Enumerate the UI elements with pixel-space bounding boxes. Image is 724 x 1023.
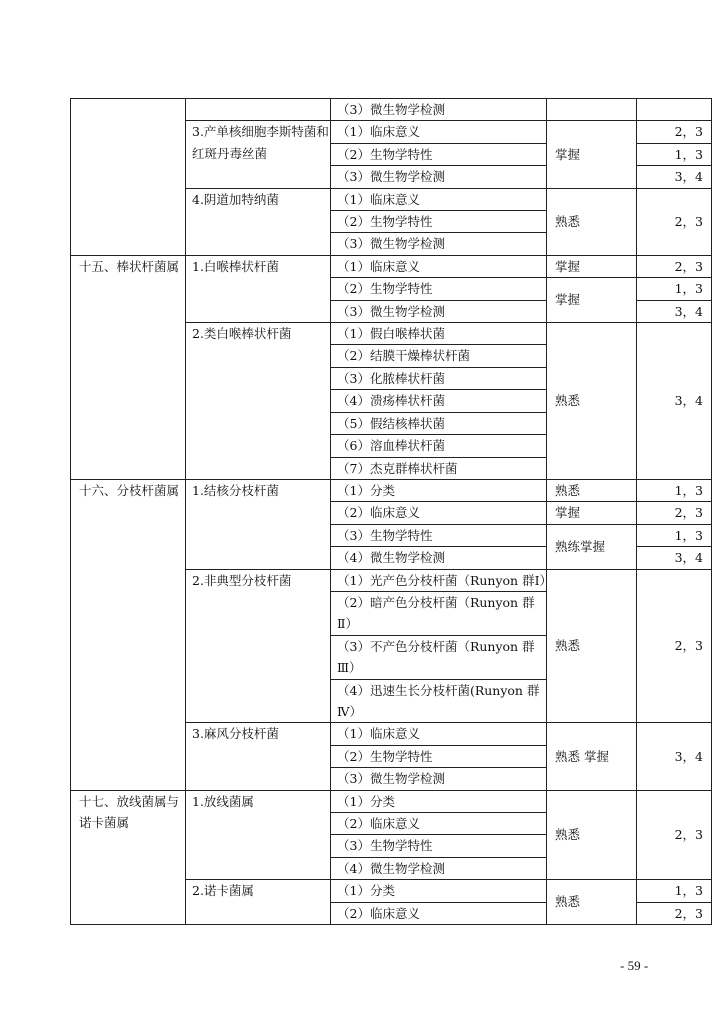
level-cell: 1，3 [637, 880, 712, 902]
item-cell: （6）溶血棒状杆菌 [331, 435, 547, 457]
category-cell [71, 99, 186, 256]
item-cell: （2）临床意义 [331, 902, 547, 924]
level-cell: 3，4 [637, 547, 712, 569]
item-cell: （3）微生物学检测 [331, 768, 547, 790]
level-cell: 2，3 [637, 902, 712, 924]
item-cell: （3）生物学特性 [331, 835, 547, 857]
table-row [71, 479, 712, 501]
requirement-cell: 掌握 [547, 255, 637, 277]
level-cell [637, 99, 712, 121]
requirement-cell: 掌握 [547, 121, 637, 188]
item-cell: （1）临床意义 [331, 188, 547, 210]
syllabus-table-body [71, 99, 712, 925]
requirement-cell: 熟练掌握 [547, 524, 637, 569]
requirement-cell: 掌握 [547, 502, 637, 524]
page-number: - 59 - [620, 958, 649, 973]
item-cell: （2）结膜干燥棒状杆菌 [331, 345, 547, 367]
syllabus-table [70, 98, 712, 925]
item-cell: （5）假结核棒状菌 [331, 412, 547, 434]
table-row [71, 255, 712, 277]
item-cell: （1）分类 [331, 880, 547, 902]
level-cell: 2，3 [637, 188, 712, 255]
level-cell: 2，3 [637, 569, 712, 723]
item-cell: （1）临床意义 [331, 255, 547, 277]
requirement-cell: 熟悉 [547, 323, 637, 480]
item-cell: （3）微生物学检测 [331, 300, 547, 322]
level-cell: 2，3 [637, 121, 712, 143]
subcategory-cell [186, 99, 331, 121]
item-cell: （4）微生物学检测 [331, 857, 547, 879]
subcategory-cell: 1.白喉棒状杆菌 [186, 255, 331, 322]
requirement-cell: 熟悉 [547, 479, 637, 501]
item-cell: （3）微生物学检测 [331, 166, 547, 188]
level-cell: 2，3 [637, 790, 712, 880]
category-cell: 十六、分枝杆菌属 [71, 479, 186, 790]
level-cell: 1，3 [637, 278, 712, 300]
level-cell: 2，3 [637, 502, 712, 524]
subcategory-cell: 2.类白喉棒状杆菌 [186, 323, 331, 480]
item-cell: （1）假白喉棒状菌 [331, 323, 547, 345]
table-row [71, 790, 712, 812]
item-cell: （3）不产色分枝杆菌（Runyon 群Ⅲ） [331, 635, 547, 679]
item-cell: （3）化脓棒状杆菌 [331, 367, 547, 389]
level-cell: 1，3 [637, 479, 712, 501]
category-cell: 十七、放线菌属与诺卡菌属 [71, 790, 186, 924]
item-cell: （2）临床意义 [331, 502, 547, 524]
subcategory-cell: 2.非典型分枝杆菌 [186, 569, 331, 723]
level-cell: 1，3 [637, 524, 712, 546]
item-cell: （1）临床意义 [331, 723, 547, 745]
level-cell: 3，4 [637, 723, 712, 790]
item-cell: （2）生物学特性 [331, 211, 547, 233]
table-row [71, 99, 712, 121]
level-cell: 3，4 [637, 166, 712, 188]
level-cell: 1，3 [637, 143, 712, 165]
item-cell: （3）微生物学检测 [331, 233, 547, 255]
subcategory-cell: 2.诺卡菌属 [186, 880, 331, 925]
item-cell: （1）临床意义 [331, 121, 547, 143]
level-cell: 3，4 [637, 300, 712, 322]
item-cell: （3）生物学特性 [331, 524, 547, 546]
subcategory-cell: 3.麻风分枝杆菌 [186, 723, 331, 790]
requirement-cell: 熟悉 掌握 [547, 723, 637, 790]
item-cell: （2）生物学特性 [331, 143, 547, 165]
subcategory-cell: 1.放线菌属 [186, 790, 331, 880]
category-cell: 十五、棒状杆菌属 [71, 255, 186, 479]
item-cell: （3）微生物学检测 [331, 99, 547, 121]
level-cell: 3，4 [637, 323, 712, 480]
subcategory-cell: 1.结核分枝杆菌 [186, 479, 331, 569]
item-cell: （7）杰克群棒状杆菌 [331, 457, 547, 479]
item-cell: （1）分类 [331, 479, 547, 501]
item-cell: （4）溃疡棒状杆菌 [331, 390, 547, 412]
subcategory-cell: 4.阴道加特纳菌 [186, 188, 331, 255]
item-cell: （4）迅速生长分枝杆菌(Runyon 群Ⅳ） [331, 679, 547, 723]
item-cell: （2）临床意义 [331, 813, 547, 835]
level-cell: 2，3 [637, 255, 712, 277]
requirement-cell: 熟悉 [547, 880, 637, 925]
item-cell: （1）分类 [331, 790, 547, 812]
item-cell: （2）生物学特性 [331, 745, 547, 767]
subcategory-cell: 3.产单核细胞李斯特菌和红斑丹毒丝菌 [186, 121, 331, 188]
item-cell: （2）生物学特性 [331, 278, 547, 300]
item-cell: （2）暗产色分枝杆菌（Runyon 群Ⅱ） [331, 591, 547, 635]
requirement-cell: 熟悉 [547, 188, 637, 255]
requirement-cell: 熟悉 [547, 790, 637, 880]
item-cell: （4）微生物学检测 [331, 547, 547, 569]
item-cell: （1）光产色分枝杆菌（Runyon 群Ⅰ） [331, 569, 547, 591]
requirement-cell: 掌握 [547, 278, 637, 323]
requirement-cell: 熟悉 [547, 569, 637, 723]
requirement-cell [547, 99, 637, 121]
